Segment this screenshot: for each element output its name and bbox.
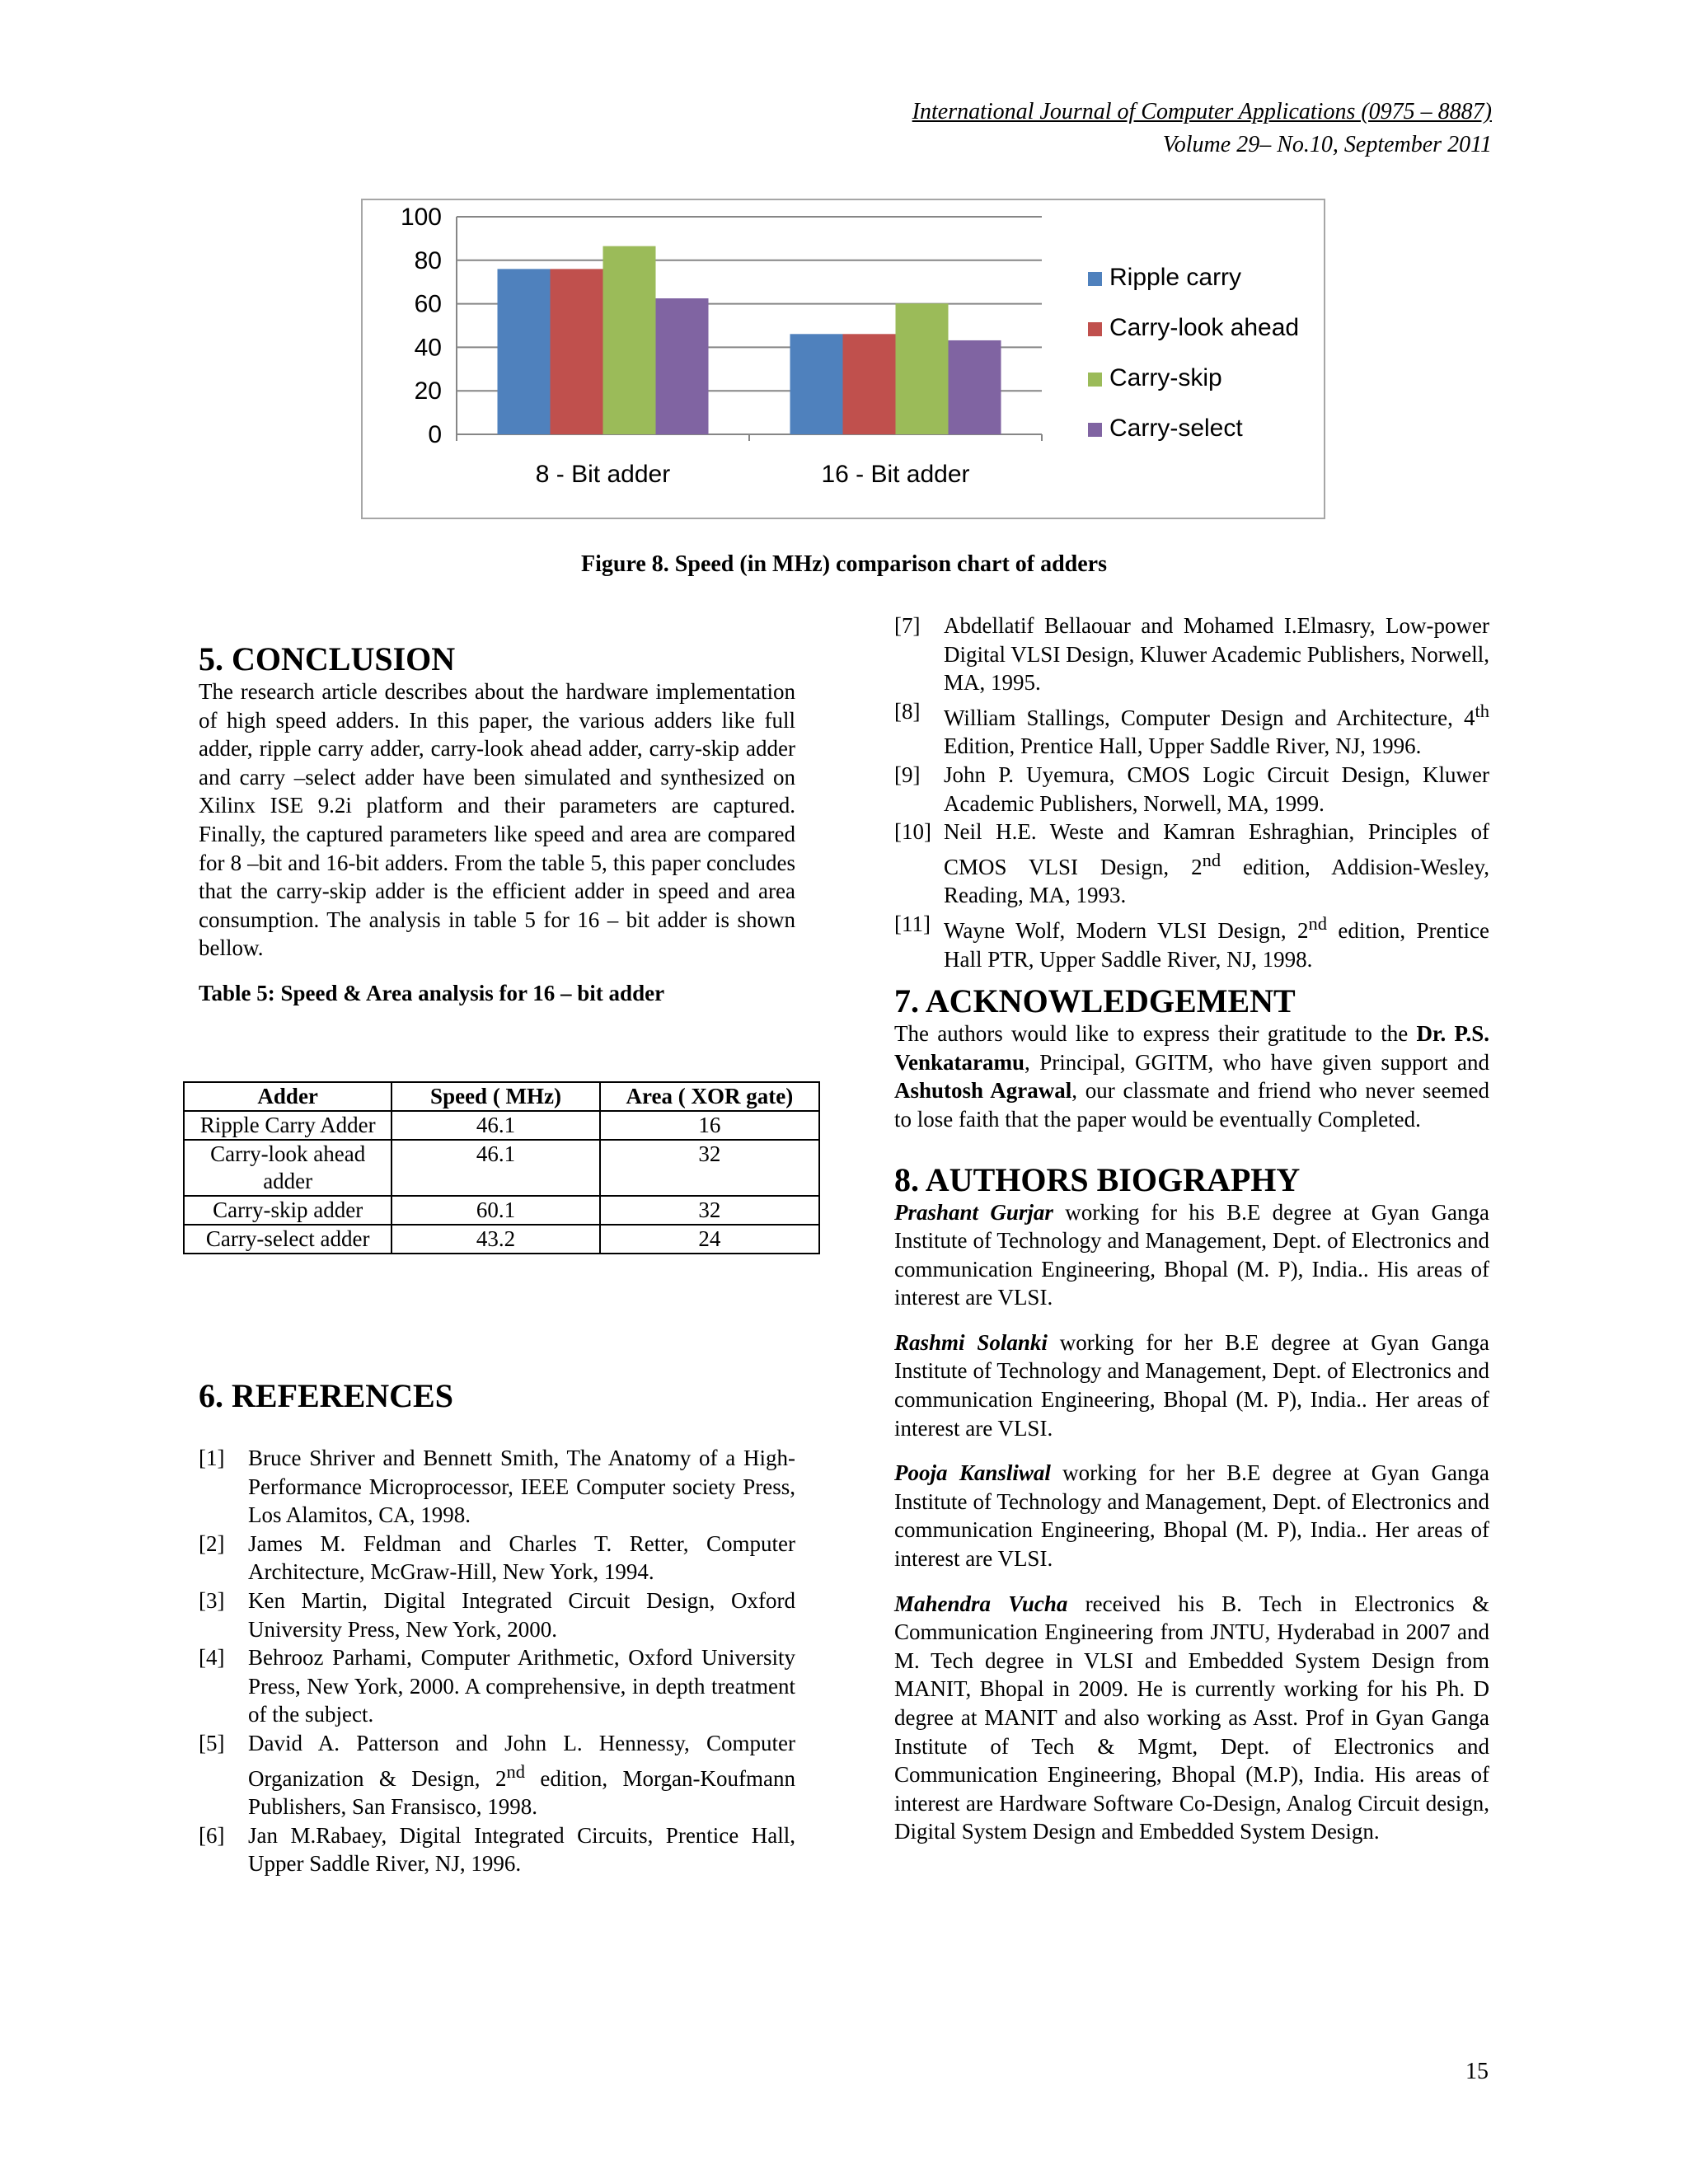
ack-bold: Ashutosh Agrawal — [894, 1078, 1072, 1104]
reference-text: William Stallings, Computer Design and Architecture, 4 — [944, 705, 1475, 730]
reference-text: edition, Prentice Hall PTR, Upper Saddle River, NJ, 1998. — [944, 917, 1489, 972]
y-tick-label: 80 — [414, 246, 442, 274]
biography-item — [894, 1459, 1489, 1572]
legend-label: Carry-select — [1109, 415, 1243, 442]
reference-number: [5] — [199, 1730, 225, 1755]
biography-item — [894, 1198, 1489, 1312]
reference-superscript: nd — [1202, 849, 1221, 870]
reference-text: Bruce Shriver and Bennett Smith, The Anatomy of a High- Performance Microprocessor, IEEE Computer society Press, Los Alamitos, CA, 1998. — [248, 1446, 795, 1528]
legend-swatch — [1088, 322, 1102, 336]
table-cell: 16 — [600, 1111, 819, 1140]
y-tick-label: 20 — [414, 377, 442, 405]
y-tick-label: 60 — [414, 290, 442, 318]
bar — [603, 246, 656, 434]
page-number: 15 — [1465, 2059, 1489, 2084]
table5 — [183, 1081, 820, 1254]
x-category-label: 8 - Bit adder — [535, 461, 671, 488]
reference-superscript: th — [1475, 700, 1489, 721]
author-bio: working for his B.E degree at Gyan Ganga Institute of Technology and Management, Dept. of Electronics and communication Engineering, Bhopal (M. P), India.. His areas of interest are VLSI. — [894, 1199, 1489, 1310]
reference-item — [894, 697, 1489, 761]
table-row — [184, 1140, 819, 1196]
reference-number: [8] — [894, 698, 921, 724]
bar — [498, 269, 551, 434]
ack-text: , our classmate and friend who never seemed to lose faith that the paper would be eventually Completed. — [894, 1078, 1489, 1132]
reference-text: David A. Patterson and John L. Hennessy, Computer Organization & Design, 2 — [248, 1730, 795, 1791]
reference-number: [4] — [199, 1645, 225, 1671]
table-cell: Carry-look ahead adder — [184, 1140, 392, 1196]
author-bio: working for her B.E degree at Gyan Ganga Institute of Technology and Management, Dept. of Electronics and communication Engineering, Bhopal (M. P), India.. Her areas of interest are VLSI. — [894, 1329, 1489, 1441]
table-header-cell: Adder — [184, 1082, 392, 1111]
reference-number: [1] — [199, 1446, 225, 1470]
reference-number: [7] — [894, 613, 921, 638]
legend-swatch — [1088, 272, 1102, 286]
table-row — [184, 1111, 819, 1140]
bar — [790, 334, 843, 434]
conclusion-heading: 5. CONCLUSION — [199, 640, 456, 677]
table-header-row — [184, 1082, 819, 1111]
table-cell: 46.1 — [392, 1111, 599, 1140]
reference-number: [11] — [894, 911, 931, 936]
table-row — [184, 1196, 819, 1225]
author-bio: received his B. Tech in Electronics & Communication Engineering from JNTU, Hyderabad in 2007 and M. Tech degree in VLSI and Embedded System Design from MANIT, Bhopal in 2009. He is currently working for his Ph. D degree at MANIT and also working as Asst. Prof in Gyan Ganga Institute of Tech & Mgmt, Dept. of Electronics and Communication Engineering, Bhopal (M.P), India. His areas of interest are Hardware Software Co-Design, Analog Circuit design, Digital System Design and Embedded System Design. — [894, 1591, 1489, 1844]
reference-item — [894, 612, 1489, 697]
reference-text: Wayne Wolf, Modern VLSI Design, 2 — [944, 917, 1309, 943]
reference-number: [2] — [199, 1530, 225, 1556]
reference-text: edition, Addision-Wesley, Reading, MA, 1993. — [944, 854, 1489, 908]
table-header-cell: Area ( XOR gate) — [600, 1082, 819, 1111]
biography-item — [894, 1590, 1489, 1846]
reference-text: Abdellatif Bellaouar and Mohamed I.Elmasry, Low-power Digital VLSI Design, Kluwer Academic Publishers, Norwell, MA, 1995. — [944, 613, 1489, 696]
y-tick-label: 0 — [428, 421, 442, 448]
bar — [656, 298, 709, 434]
author-name: Pooja Kansliwal — [894, 1460, 1051, 1486]
reference-number: [6] — [199, 1822, 225, 1848]
table-cell: 46.1 — [392, 1140, 599, 1196]
ack-bold: Dr. P.S. Venkataramu — [894, 1021, 1489, 1075]
biography-heading: 8. AUTHORS BIOGRAPHY — [894, 1160, 1301, 1198]
ack-text: , Principal, GGITM, who have given support and — [1025, 1049, 1489, 1075]
table-cell: Carry-skip adder — [184, 1196, 392, 1225]
references-heading: 6. REFERENCES — [199, 1377, 453, 1414]
reference-superscript: nd — [506, 1760, 525, 1782]
table-cell: 43.2 — [392, 1225, 599, 1254]
legend-label: Ripple carry — [1109, 264, 1242, 291]
journal-header: International Journal of Computer Applications (0975 – 8887) — [912, 99, 1492, 124]
reference-item — [199, 1729, 795, 1821]
volume-header: Volume 29– No.10, September 2011 — [1162, 132, 1492, 157]
reference-text: Behrooz Parhami, Computer Arithmetic, Oxford University Press, New York, 2000. A comprehensive, in depth treatment of the subject. — [248, 1645, 795, 1727]
x-category-label: 16 - Bit adder — [821, 461, 970, 488]
y-tick-label: 100 — [400, 204, 442, 231]
ack-text: The authors would like to express their gratitude to the — [894, 1021, 1417, 1047]
author-bio: working for her B.E degree at Gyan Ganga Institute of Technology and Management, Dept. of Electronics and communication Engineering, Bhopal (M. P), India.. Her areas of interest are VLSI. — [894, 1460, 1489, 1572]
reference-text: John P. Uyemura, CMOS Logic Circuit Design, Kluwer Academic Publishers, Norwell, MA, 1999. — [944, 762, 1489, 816]
table-row — [184, 1225, 819, 1254]
speed-chart — [361, 199, 1325, 519]
reference-text: Jan M.Rabaey, Digital Integrated Circuits, Prentice Hall, Upper Saddle River, NJ, 1996. — [248, 1822, 795, 1877]
reference-number: [9] — [894, 762, 921, 787]
reference-superscript: nd — [1308, 912, 1328, 934]
reference-number: [3] — [199, 1587, 225, 1613]
reference-text: James M. Feldman and Charles T. Retter, Computer Architecture, McGraw-Hill, New York, 1994. — [248, 1530, 795, 1585]
reference-item — [894, 761, 1489, 818]
bar — [551, 269, 603, 434]
conclusion-section — [199, 641, 795, 1008]
references-continued — [894, 612, 1489, 1863]
table-cell: 32 — [600, 1140, 819, 1196]
table-cell: 24 — [600, 1225, 819, 1254]
conclusion-body: The research article describes about the hardware implementation of high speed adders. In this paper, the various adders like full adder, ripple carry adder, carry-look ahead adder, carry-skip adder and carry –select adder have been simulated and synthesized on Xilinx ISE 9.2i platform and their parameters are captured. Finally, the captured parameters like speed and area are compared for 8 –bit and 16-bit adders. From the table 5, this paper concludes that the carry-skip adder is the efficient adder in speed and area consumption. The analysis in table 5 for 16 – bit adder is shown bellow. — [199, 679, 795, 961]
legend-swatch — [1088, 423, 1102, 437]
legend-label: Carry-look ahead — [1109, 314, 1300, 341]
biography-item — [894, 1329, 1489, 1442]
references-section — [199, 1378, 795, 1878]
table-header-cell: Speed ( MHz) — [392, 1082, 599, 1111]
table-cell: 60.1 — [392, 1196, 599, 1225]
reference-item — [894, 910, 1489, 973]
y-tick-label: 40 — [414, 334, 442, 362]
acknowledgement-heading: 7. ACKNOWLEDGEMENT — [894, 982, 1296, 1020]
figure-caption: Figure 8. Speed (in MHz) comparison chart of adders — [581, 551, 1107, 577]
bar — [896, 303, 949, 434]
bar — [949, 340, 1001, 434]
legend-label: Carry-skip — [1109, 364, 1222, 391]
biography-list — [894, 1198, 1489, 1846]
table-cell: 32 — [600, 1196, 819, 1225]
reference-text: Ken Martin, Digital Integrated Circuit Design, Oxford University Press, New York, 2000. — [248, 1587, 795, 1642]
reference-number: [10] — [894, 819, 931, 845]
reference-item — [199, 1530, 795, 1586]
table-cell: Ripple Carry Adder — [184, 1111, 392, 1140]
author-name: Prashant Gurjar — [894, 1199, 1053, 1225]
reference-text: Edition, Prentice Hall, Upper Saddle River, NJ, 1996. — [944, 733, 1422, 759]
acknowledgement-body — [894, 1019, 1489, 1133]
reference-item — [199, 1586, 795, 1643]
reference-item — [199, 1643, 795, 1729]
reference-item — [199, 1444, 795, 1530]
author-name: Mahendra Vucha — [894, 1591, 1068, 1616]
author-name: Rashmi Solanki — [894, 1329, 1048, 1355]
reference-item — [199, 1821, 795, 1878]
chart-svg — [363, 200, 1324, 518]
legend-swatch — [1088, 373, 1102, 387]
reference-text: Neil H.E. Weste and Kamran Eshraghian, Principles of CMOS VLSI Design, 2 — [944, 819, 1489, 879]
reference-item — [894, 818, 1489, 910]
bar — [843, 334, 896, 434]
table-cell: Carry-select adder — [184, 1225, 392, 1254]
reference-text: edition, Morgan-Koufmann Publishers, San Fransisco, 1998. — [248, 1765, 796, 1820]
table5-caption: Table 5: Speed & Area analysis for 16 – bit adder — [199, 980, 665, 1005]
